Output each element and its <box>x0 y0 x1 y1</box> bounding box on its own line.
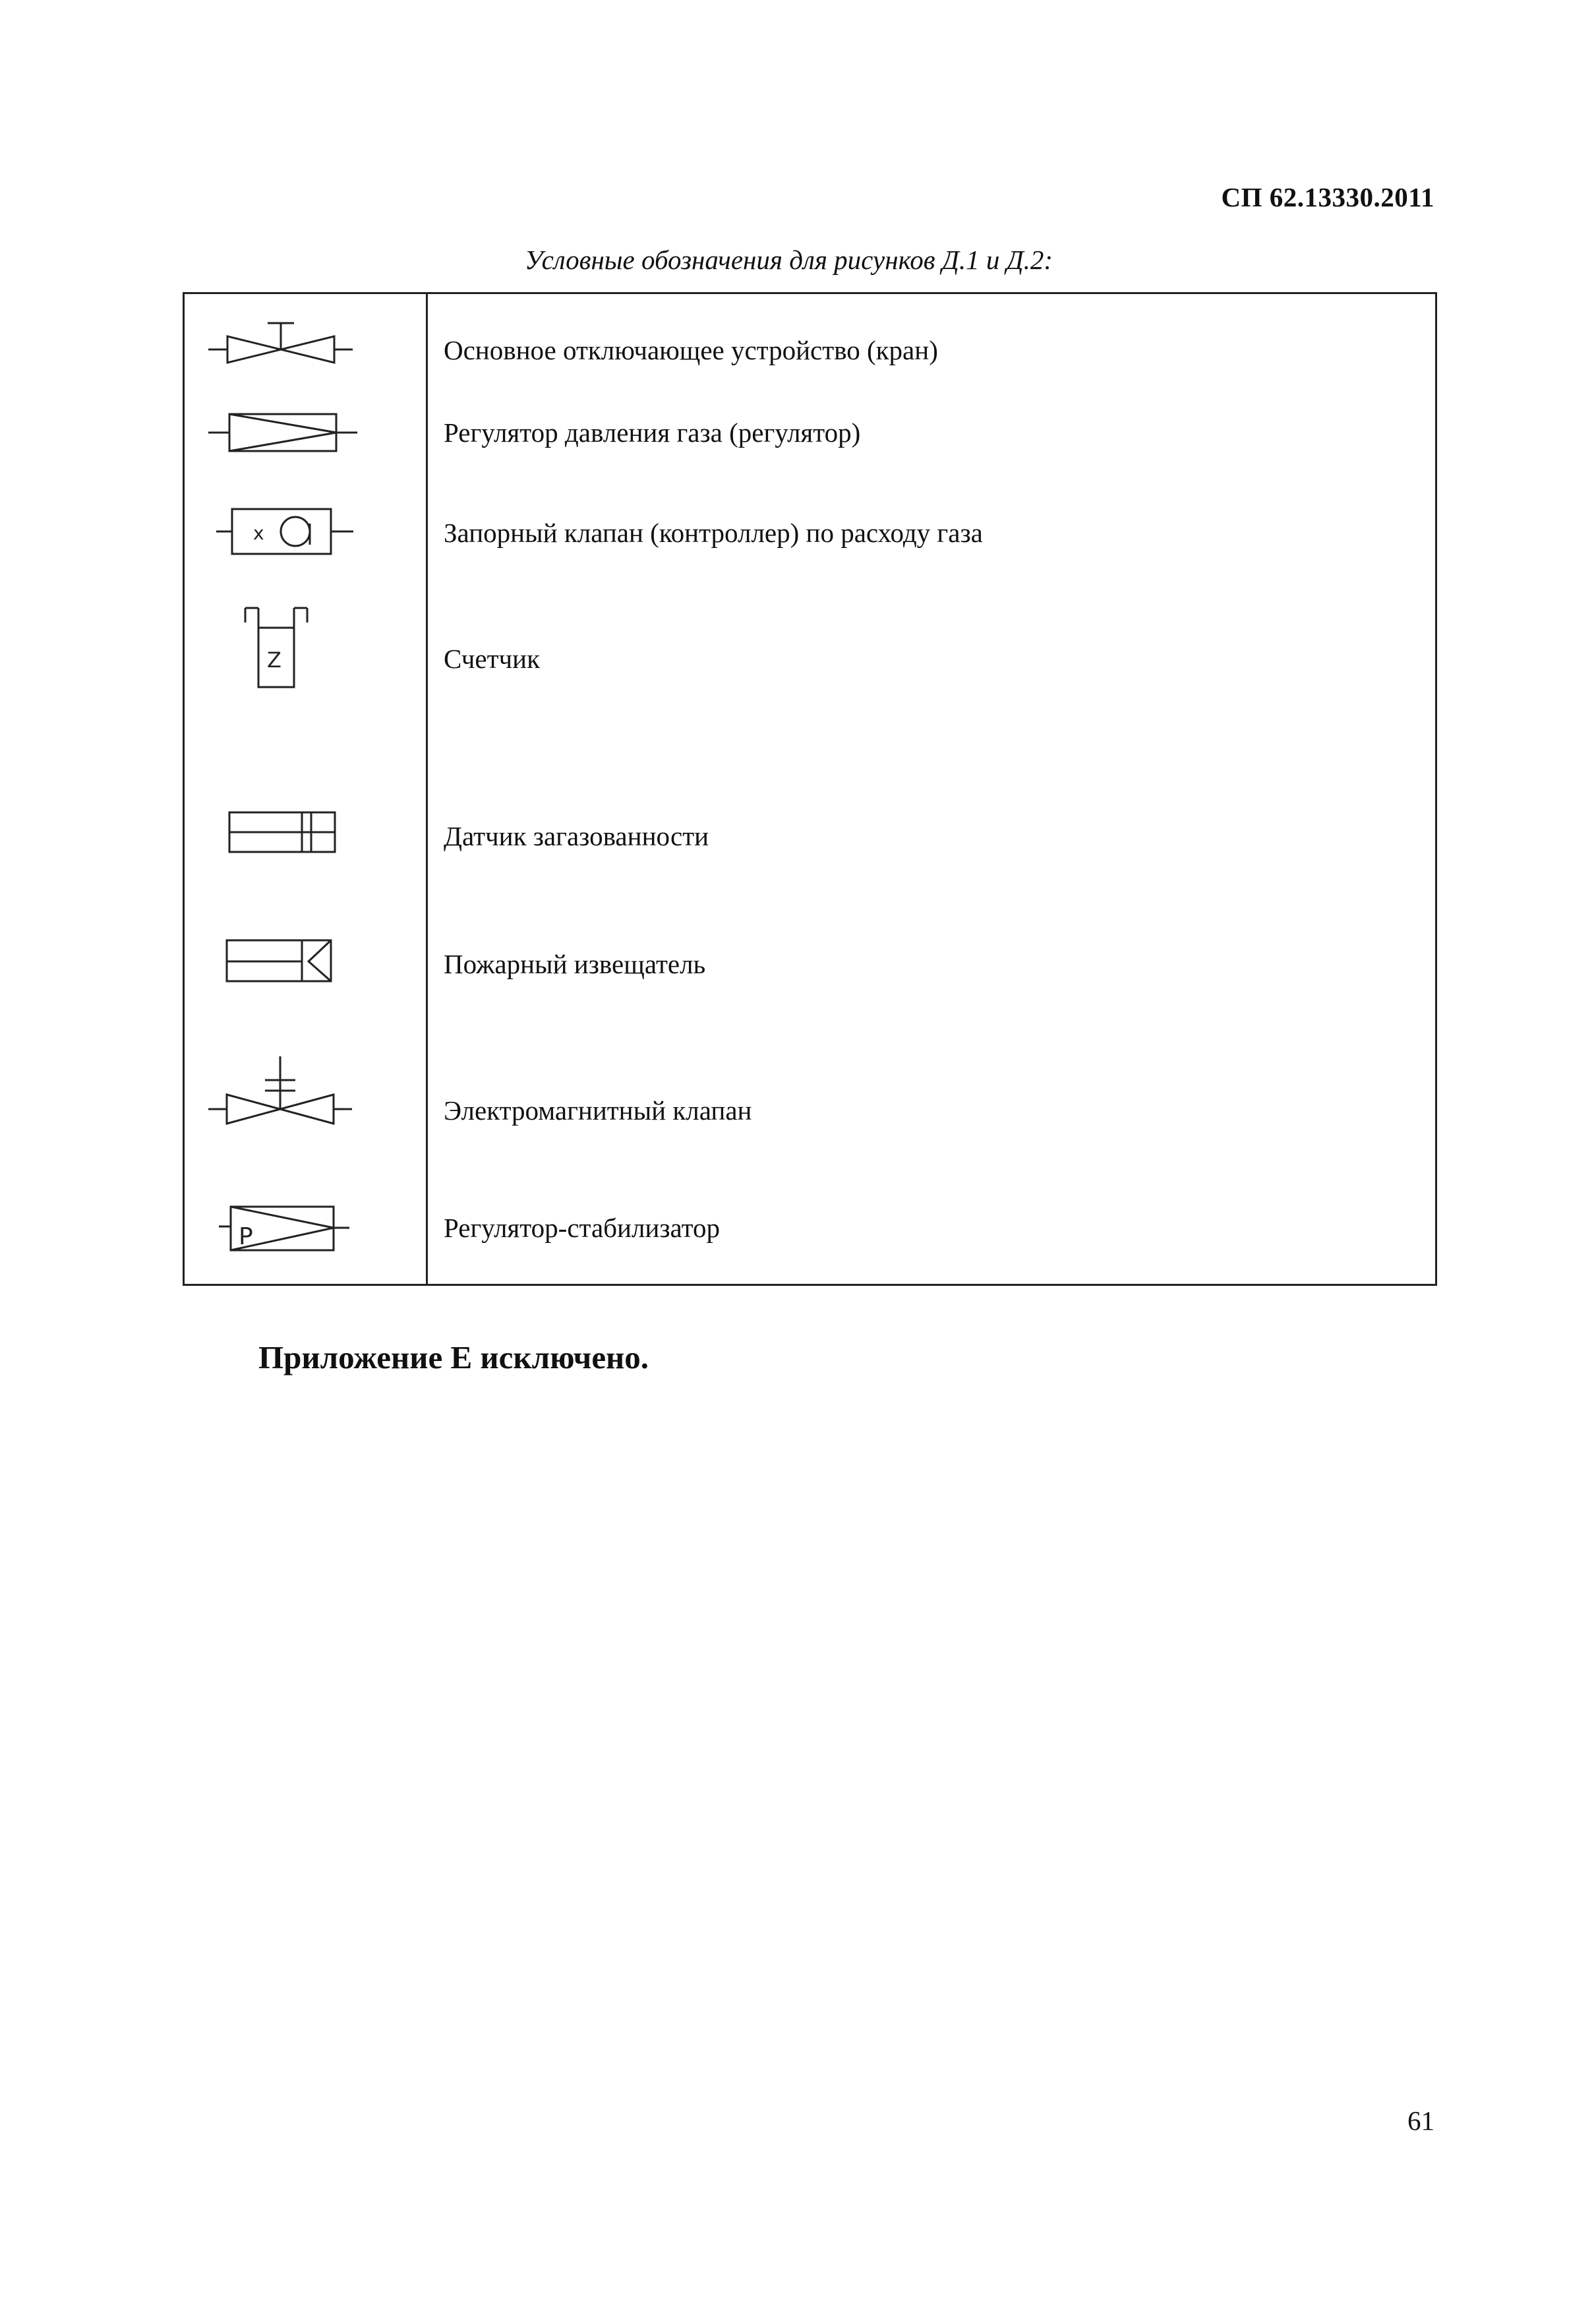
gas-meter-icon <box>185 604 426 696</box>
legend-caption <box>0 244 1596 276</box>
legend-label: Запорный клапан (контроллер) по расходу газа <box>444 518 983 548</box>
legend-label: Датчик загазованности <box>444 821 709 851</box>
fire-detector-icon <box>185 907 426 1013</box>
gas-meter-glyph: Z <box>267 648 281 673</box>
page-number: 61 <box>1407 2105 1434 2136</box>
flow-shutoff-valve-icon <box>185 479 426 584</box>
appendix-note: Приложение Е исключено. <box>258 1339 649 1376</box>
column-divider <box>426 294 428 1284</box>
stabilizer-glyph: P <box>239 1223 253 1250</box>
legend-label: Счетчик <box>444 644 541 674</box>
legend-caption-text: Условные обозначения для рисунков Д.1 и Д.2: <box>524 245 1053 275</box>
legend-label: Основное отключающее устройство (кран) <box>444 335 938 365</box>
flow-valve-glyph: x <box>253 522 264 544</box>
gas-detector-icon <box>185 769 426 874</box>
regulator-stabilizer-icon <box>185 1171 426 1277</box>
legend-label: Регулятор-стабилизатор <box>444 1213 721 1243</box>
legend-table <box>183 292 1437 1286</box>
solenoid-valve-icon <box>185 1026 426 1158</box>
document-code: СП 62.13330.2011 <box>1221 182 1434 212</box>
pressure-regulator-icon <box>185 380 426 485</box>
legend-label: Регулятор давления газа (регулятор) <box>444 417 861 448</box>
legend-label: Электромагнитный клапан <box>444 1095 752 1126</box>
legend-label: Пожарный извещатель <box>444 949 706 979</box>
